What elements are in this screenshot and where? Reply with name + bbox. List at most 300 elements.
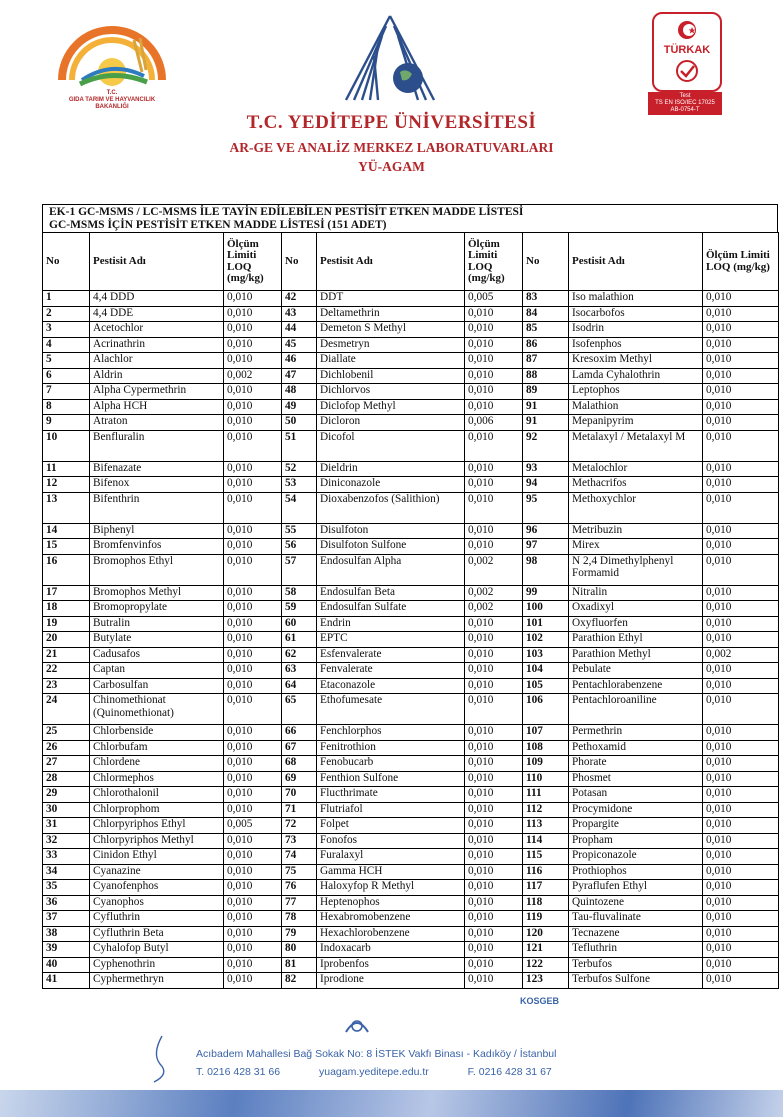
cell-loq: 0,010: [703, 632, 779, 648]
cell-name: Flucthrimate: [317, 787, 465, 803]
cell-loq: 0,010: [224, 539, 282, 555]
cell-loq: 0,010: [224, 973, 282, 989]
cell-loq: 0,010: [703, 895, 779, 911]
footer-fax: F. 0216 428 31 67: [467, 1066, 552, 1078]
cell-no: 41: [43, 973, 90, 989]
cell-name: Cyfluthrin: [90, 911, 224, 927]
cell-loq: 0,010: [224, 291, 282, 307]
cell-no: 100: [523, 601, 569, 617]
footer: [0, 996, 783, 1107]
cell-no: 16: [43, 554, 90, 585]
cell-no: 99: [523, 585, 569, 601]
table-row: [43, 818, 779, 834]
cell-name: Phosmet: [569, 771, 703, 787]
table-row: [43, 880, 779, 896]
cell-loq: 0,010: [703, 477, 779, 493]
table-row: [43, 368, 779, 384]
cell-loq: 0,010: [224, 864, 282, 880]
cell-name: Chlorprophom: [90, 802, 224, 818]
table-row: [43, 322, 779, 338]
cell-no: 102: [523, 632, 569, 648]
cell-loq: 0,010: [224, 337, 282, 353]
cell-loq: 0,010: [703, 942, 779, 958]
cell-no: 65: [282, 694, 317, 725]
caption-line-1: EK-1 GC-MSMS / LC-MSMS İLE TAYİN EDİLEBİLEN PESTİSİT ETKEN MADDE LİSTESİ: [49, 206, 524, 218]
ministry-logo: [52, 10, 172, 120]
cell-no: 15: [43, 539, 90, 555]
cell-loq: 0,010: [465, 399, 523, 415]
cell-name: Bifenazate: [90, 461, 224, 477]
cell-loq: 0,010: [703, 523, 779, 539]
cell-name: Chlorpyriphos Methyl: [90, 833, 224, 849]
cell-name: Parathion Ethyl: [569, 632, 703, 648]
cell-name: Demeton S Methyl: [317, 322, 465, 338]
cell-loq: 0,010: [703, 539, 779, 555]
cell-name: Isofenphos: [569, 337, 703, 353]
cell-loq: 0,010: [224, 725, 282, 741]
cell-no: 60: [282, 616, 317, 632]
cell-no: 9: [43, 415, 90, 431]
cell-name: Cinidon Ethyl: [90, 849, 224, 865]
cell-no: 64: [282, 678, 317, 694]
cell-name: Propiconazole: [569, 849, 703, 865]
cell-loq: 0,010: [465, 477, 523, 493]
cell-loq: 0,010: [224, 585, 282, 601]
cell-no: 105: [523, 678, 569, 694]
cell-loq: 0,010: [224, 833, 282, 849]
cell-name: Tau-fluvalinate: [569, 911, 703, 927]
cell-name: Captan: [90, 663, 224, 679]
table-row: [43, 725, 779, 741]
cell-name: Iprodione: [317, 973, 465, 989]
cell-loq: 0,010: [703, 849, 779, 865]
cell-loq: 0,002: [465, 554, 523, 585]
cell-no: 39: [43, 942, 90, 958]
cell-no: 62: [282, 647, 317, 663]
cell-name: Butylate: [90, 632, 224, 648]
footer-web-link[interactable]: yuagam.yeditepe.edu.tr: [319, 1066, 429, 1078]
cell-no: 44: [282, 322, 317, 338]
table-row: [43, 415, 779, 431]
cell-name: Acrinathrin: [90, 337, 224, 353]
cell-loq: 0,010: [703, 864, 779, 880]
cell-name: Diallate: [317, 353, 465, 369]
cell-no: 67: [282, 740, 317, 756]
cell-name: Ethofumesate: [317, 694, 465, 725]
cell-loq: 0,010: [465, 756, 523, 772]
cell-no: 78: [282, 911, 317, 927]
cell-name: N 2,4 Dimethylphenyl Formamid: [569, 554, 703, 585]
cell-loq: 0,002: [703, 647, 779, 663]
kosgeb-stamp: KOSGEB: [520, 996, 560, 1006]
cell-name: DDT: [317, 291, 465, 307]
cell-no: 7: [43, 384, 90, 400]
cell-loq: 0,010: [224, 663, 282, 679]
cell-no: 77: [282, 895, 317, 911]
cell-loq: 0,010: [224, 802, 282, 818]
cell-loq: 0,010: [224, 477, 282, 493]
cell-loq: 0,010: [465, 725, 523, 741]
letterhead: [0, 0, 783, 200]
cell-loq: 0,010: [465, 818, 523, 834]
cell-loq: 0,010: [224, 399, 282, 415]
cell-no: 46: [282, 353, 317, 369]
cell-no: 115: [523, 849, 569, 865]
cell-loq: 0,010: [703, 833, 779, 849]
cell-no: 82: [282, 973, 317, 989]
turkak-name: TÜRKAK: [663, 44, 711, 56]
cell-name: Nitralin: [569, 585, 703, 601]
cell-no: 31: [43, 818, 90, 834]
cell-no: 114: [523, 833, 569, 849]
cell-name: Cyanofenphos: [90, 880, 224, 896]
cell-no: 23: [43, 678, 90, 694]
cell-loq: 0,010: [224, 647, 282, 663]
cell-loq: 0,010: [224, 926, 282, 942]
cell-name: Chlormephos: [90, 771, 224, 787]
cell-loq: 0,010: [703, 957, 779, 973]
table-row: [43, 554, 779, 585]
cell-no: 49: [282, 399, 317, 415]
cell-loq: 0,010: [465, 802, 523, 818]
cell-name: Bifenox: [90, 477, 224, 493]
cell-no: 55: [282, 523, 317, 539]
cell-name: Mirex: [569, 539, 703, 555]
table-row: [43, 663, 779, 679]
table-row: [43, 895, 779, 911]
cell-no: 75: [282, 864, 317, 880]
cell-no: 80: [282, 942, 317, 958]
cell-loq: 0,010: [465, 647, 523, 663]
cell-loq: 0,010: [224, 756, 282, 772]
cell-name: Pethoxamid: [569, 740, 703, 756]
cell-no: 11: [43, 461, 90, 477]
cell-no: 120: [523, 926, 569, 942]
cell-no: 116: [523, 864, 569, 880]
cell-loq: 0,002: [465, 601, 523, 617]
cell-name: Chinomethionat (Quinomethionat): [90, 694, 224, 725]
university-mark-icon: [342, 1012, 372, 1038]
cell-name: Phorate: [569, 756, 703, 772]
cell-name: Terbufos: [569, 957, 703, 973]
cell-no: 48: [282, 384, 317, 400]
cell-loq: 0,010: [224, 492, 282, 523]
university-name: T.C. YEDİTEPE ÜNİVERSİTESİ: [246, 112, 537, 133]
cell-no: 14: [43, 523, 90, 539]
table-row: [43, 306, 779, 322]
cell-name: Endosulfan Sulfate: [317, 601, 465, 617]
cell-no: 111: [523, 787, 569, 803]
cell-loq: 0,010: [703, 802, 779, 818]
footer-stripe: [0, 1090, 783, 1117]
cell-loq: 0,010: [224, 601, 282, 617]
cell-name: Dioxabenzofos (Salithion): [317, 492, 465, 523]
cell-no: 94: [523, 477, 569, 493]
cell-no: 4: [43, 337, 90, 353]
table-row: [43, 942, 779, 958]
cell-no: 96: [523, 523, 569, 539]
cell-no: 72: [282, 818, 317, 834]
accreditation-label: Test TS EN ISO/IEC 17025 AB-0754-T: [648, 92, 722, 115]
cell-name: Carbosulfan: [90, 678, 224, 694]
cell-name: Pebulate: [569, 663, 703, 679]
cell-loq: 0,010: [224, 353, 282, 369]
cell-no: 92: [523, 430, 569, 461]
cell-no: 12: [43, 477, 90, 493]
cell-name: Heptenophos: [317, 895, 465, 911]
cell-name: Permethrin: [569, 725, 703, 741]
cell-no: 71: [282, 802, 317, 818]
cell-name: Potasan: [569, 787, 703, 803]
cell-loq: 0,010: [224, 430, 282, 461]
table-row: [43, 787, 779, 803]
cell-no: 52: [282, 461, 317, 477]
cell-loq: 0,010: [703, 663, 779, 679]
cell-name: Bromfenvinfos: [90, 539, 224, 555]
table-row: [43, 771, 779, 787]
cell-no: 38: [43, 926, 90, 942]
col-header-loq: Ölçüm Limiti LOQ (mg/kg): [224, 233, 282, 291]
table-row: [43, 585, 779, 601]
cell-no: 54: [282, 492, 317, 523]
cell-no: 18: [43, 601, 90, 617]
table-body: [43, 291, 779, 989]
cell-loq: 0,010: [703, 694, 779, 725]
col-header-name: Pestisit Adı: [569, 233, 703, 291]
cell-name: Alachlor: [90, 353, 224, 369]
cell-name: Biphenyl: [90, 523, 224, 539]
cell-name: Methacrifos: [569, 477, 703, 493]
cell-name: Leptophos: [569, 384, 703, 400]
cell-loq: 0,010: [703, 787, 779, 803]
cell-no: 22: [43, 663, 90, 679]
table-row: [43, 833, 779, 849]
cell-no: 57: [282, 554, 317, 585]
cell-no: 34: [43, 864, 90, 880]
cell-loq: 0,010: [465, 973, 523, 989]
footer-address: Acıbadem Mahallesi Bağ Sokak No: 8 İSTEK Vakfı Binası - Kadıköy / İstanbul: [196, 1048, 557, 1060]
cell-loq: 0,010: [703, 306, 779, 322]
cell-no: 95: [523, 492, 569, 523]
cell-no: 8: [43, 399, 90, 415]
cell-no: 107: [523, 725, 569, 741]
cell-name: Dichlobenil: [317, 368, 465, 384]
cell-loq: 0,010: [703, 492, 779, 523]
table-row: [43, 353, 779, 369]
cell-no: 70: [282, 787, 317, 803]
cell-no: 43: [282, 306, 317, 322]
cell-name: Desmetryn: [317, 337, 465, 353]
cell-loq: 0,010: [465, 911, 523, 927]
cell-loq: 0,010: [703, 337, 779, 353]
cell-loq: 0,010: [703, 415, 779, 431]
cell-loq: 0,010: [465, 864, 523, 880]
cell-loq: 0,010: [465, 523, 523, 539]
cell-name: Dieldrin: [317, 461, 465, 477]
cell-no: 19: [43, 616, 90, 632]
col-header-loq: Ölçüm Limiti LOQ (mg/kg): [465, 233, 523, 291]
cell-loq: 0,010: [703, 291, 779, 307]
check-circle-icon: [654, 58, 720, 88]
cell-no: 98: [523, 554, 569, 585]
cell-loq: 0,010: [465, 384, 523, 400]
cell-loq: 0,010: [224, 880, 282, 896]
cell-loq: 0,010: [465, 833, 523, 849]
cell-no: 28: [43, 771, 90, 787]
cell-name: Tecnazene: [569, 926, 703, 942]
cell-loq: 0,010: [224, 306, 282, 322]
cell-no: 86: [523, 337, 569, 353]
cell-loq: 0,010: [465, 787, 523, 803]
table-row: [43, 616, 779, 632]
cell-loq: 0,010: [224, 895, 282, 911]
cell-loq: 0,010: [703, 430, 779, 461]
cell-name: Diclofop Methyl: [317, 399, 465, 415]
cell-name: Metalaxyl / Metalaxyl M: [569, 430, 703, 461]
cell-loq: 0,010: [703, 601, 779, 617]
cell-no: 103: [523, 647, 569, 663]
cell-loq: 0,010: [465, 740, 523, 756]
cell-name: Fenobucarb: [317, 756, 465, 772]
cell-loq: 0,010: [703, 756, 779, 772]
table-row: [43, 384, 779, 400]
cell-name: 4,4 DDE: [90, 306, 224, 322]
triangle-globe-icon: [342, 12, 438, 104]
cell-loq: 0,010: [465, 942, 523, 958]
cell-name: Endrin: [317, 616, 465, 632]
table-row: [43, 926, 779, 942]
cell-no: 21: [43, 647, 90, 663]
cell-loq: 0,010: [224, 384, 282, 400]
cell-loq: 0,006: [465, 415, 523, 431]
cell-name: Disulfoton: [317, 523, 465, 539]
cell-name: Chlorothalonil: [90, 787, 224, 803]
cell-no: 93: [523, 461, 569, 477]
cell-name: Cadusafos: [90, 647, 224, 663]
col-header-no: No: [282, 233, 317, 291]
cell-no: 88: [523, 368, 569, 384]
turkak-badge: [652, 12, 722, 92]
cell-name: Prothiophos: [569, 864, 703, 880]
cell-no: 47: [282, 368, 317, 384]
cell-name: Bifenthrin: [90, 492, 224, 523]
cell-name: Fonofos: [317, 833, 465, 849]
cell-name: Chlorbenside: [90, 725, 224, 741]
cell-name: 4,4 DDD: [90, 291, 224, 307]
cell-name: Metalochlor: [569, 461, 703, 477]
cell-loq: 0,010: [224, 523, 282, 539]
cell-no: 121: [523, 942, 569, 958]
cell-loq: 0,010: [465, 492, 523, 523]
table-row: [43, 864, 779, 880]
cell-loq: 0,010: [465, 663, 523, 679]
cell-name: Tefluthrin: [569, 942, 703, 958]
cell-no: 25: [43, 725, 90, 741]
cell-no: 84: [523, 306, 569, 322]
cell-loq: 0,010: [465, 880, 523, 896]
cell-name: Isocarbofos: [569, 306, 703, 322]
cell-no: 51: [282, 430, 317, 461]
cell-name: Bromopropylate: [90, 601, 224, 617]
cell-name: Malathion: [569, 399, 703, 415]
cell-loq: 0,010: [465, 849, 523, 865]
cell-name: Parathion Methyl: [569, 647, 703, 663]
cell-no: 87: [523, 353, 569, 369]
cell-loq: 0,010: [703, 678, 779, 694]
turkak-logo: [648, 10, 722, 120]
cell-loq: 0,010: [703, 911, 779, 927]
pesticide-table: [42, 232, 779, 989]
cell-no: 109: [523, 756, 569, 772]
cell-name: Alpha HCH: [90, 399, 224, 415]
cell-no: 17: [43, 585, 90, 601]
cell-name: Deltamethrin: [317, 306, 465, 322]
cell-name: Hexachlorobenzene: [317, 926, 465, 942]
cell-name: Dichlorvos: [317, 384, 465, 400]
cell-name: Iprobenfos: [317, 957, 465, 973]
cell-no: 119: [523, 911, 569, 927]
cell-loq: 0,010: [224, 415, 282, 431]
cell-no: 6: [43, 368, 90, 384]
cell-loq: 0,010: [465, 306, 523, 322]
cell-name: Metribuzin: [569, 523, 703, 539]
cell-name: Dicofol: [317, 430, 465, 461]
cell-name: Indoxacarb: [317, 942, 465, 958]
table-row: [43, 399, 779, 415]
cell-name: Cyanophos: [90, 895, 224, 911]
sun-wheat-icon: [52, 10, 172, 90]
cell-loq: 0,010: [224, 771, 282, 787]
cell-name: Isodrin: [569, 322, 703, 338]
cell-loq: 0,010: [703, 368, 779, 384]
table-row: [43, 430, 779, 461]
cell-no: 50: [282, 415, 317, 431]
table-row: [43, 461, 779, 477]
cell-no: 53: [282, 477, 317, 493]
cell-name: Flutriafol: [317, 802, 465, 818]
cell-name: Bromophos Ethyl: [90, 554, 224, 585]
cell-loq: 0,010: [224, 554, 282, 585]
col-header-loq: Ölçüm Limiti LOQ (mg/kg): [703, 233, 779, 291]
cell-loq: 0,010: [465, 895, 523, 911]
cell-name: Endosulfan Alpha: [317, 554, 465, 585]
cell-no: 61: [282, 632, 317, 648]
cell-name: Oxadixyl: [569, 601, 703, 617]
cell-loq: 0,010: [224, 911, 282, 927]
table-row: [43, 911, 779, 927]
cell-loq: 0,010: [224, 461, 282, 477]
cell-loq: 0,010: [465, 337, 523, 353]
cell-loq: 0,010: [465, 926, 523, 942]
cell-no: 66: [282, 725, 317, 741]
cell-loq: 0,010: [465, 678, 523, 694]
cell-loq: 0,010: [703, 973, 779, 989]
cell-no: 83: [523, 291, 569, 307]
cell-loq: 0,010: [224, 957, 282, 973]
cell-name: Acetochlor: [90, 322, 224, 338]
cell-loq: 0,010: [703, 384, 779, 400]
lab-name: AR-GE VE ANALİZ MERKEZ LABORATUVARLARI: [229, 140, 554, 155]
cell-name: Haloxyfop R Methyl: [317, 880, 465, 896]
cell-no: 2: [43, 306, 90, 322]
cell-no: 36: [43, 895, 90, 911]
cell-no: 13: [43, 492, 90, 523]
table-row: [43, 694, 779, 725]
cell-loq: 0,010: [465, 353, 523, 369]
cell-loq: 0,010: [703, 399, 779, 415]
caption-line-2: GC-MSMS İÇİN PESTİSİT ETKEN MADDE LİSTESİ (151 ADET): [49, 219, 387, 231]
cell-name: EPTC: [317, 632, 465, 648]
